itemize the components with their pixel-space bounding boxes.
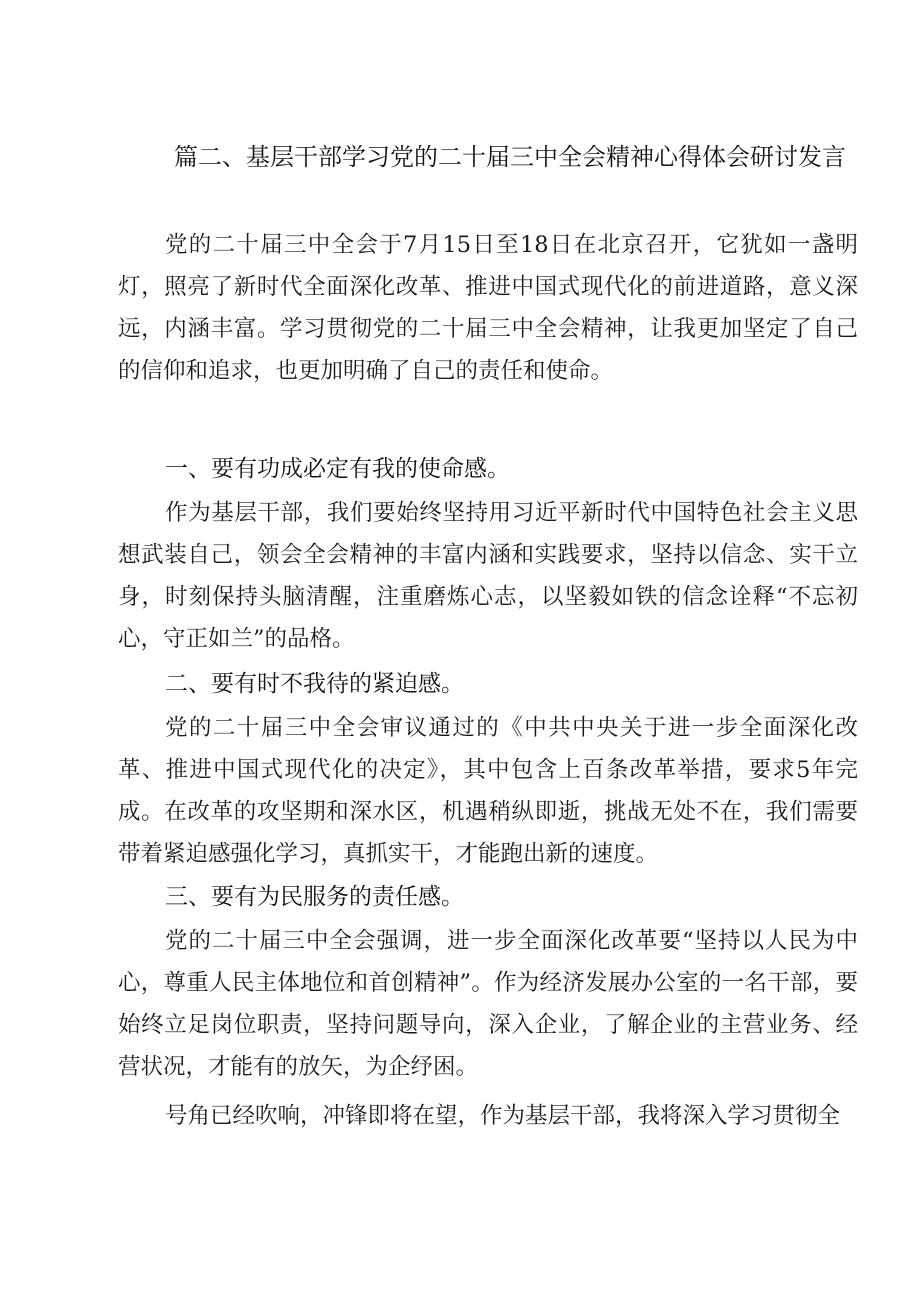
- section-paragraph-1: 作为基层干部，我们要始终坚持用习近平新时代中国特色社会主义思想武装自己，领会全会精神的丰富内涵和实践要求，坚持以信念、实干立身，时刻保持头脑清醒，注重磨炼心志，以坚毅如铁的信念诠释“不忘初心，守正如兰”的品格。: [118, 500, 858, 652]
- section-heading-2: 二、要有时不我待的紧迫感。: [165, 671, 464, 697]
- section-paragraph-3: 党的二十届三中全会强调，进一步全面深化改革要“坚持以人民为中心，尊重人民主体地位和首创精神”。作为经济发展办公室的一名干部，要始终立足岗位职责，坚持问题导向，深入企业，了解企业的主营业务、经营状况，才能有的放矢，为企纾困。: [118, 928, 858, 1080]
- section-heading-3: 三、要有为民服务的责任感。: [165, 884, 464, 910]
- document-title: 篇二、基层干部学习党的二十届三中全会精神心得体会研讨发言: [174, 143, 846, 171]
- section-paragraph-2: 党的二十届三中全会审议通过的《中共中央关于进一步全面深化改革、推进中国式现代化的决定》，其中包含上百条改革举措，要求5年完成。在改革的攻坚期和深水区，机遇稍纵即逝，挑战无处不在，我们需要带着紧迫感强化学习，真抓实干，才能跑出新的速度。: [118, 715, 858, 867]
- section-heading-1: 一、要有功成必定有我的使命感。: [165, 456, 510, 482]
- intro-paragraph: 党的二十届三中全会于7月15日至18日在北京召开，它犹如一盏明灯，照亮了新时代全面深化改革、推进中国式现代化的前进道路，意义深远，内涵丰富。学习贯彻党的二十届三中全会精神，让我更加坚定了自己的信仰和追求，也更加明确了自己的责任和使命。: [118, 232, 858, 384]
- closing-paragraph: 号角已经吹响，冲锋即将在望，作为基层干部，我将深入学习贯彻全: [165, 1103, 841, 1129]
